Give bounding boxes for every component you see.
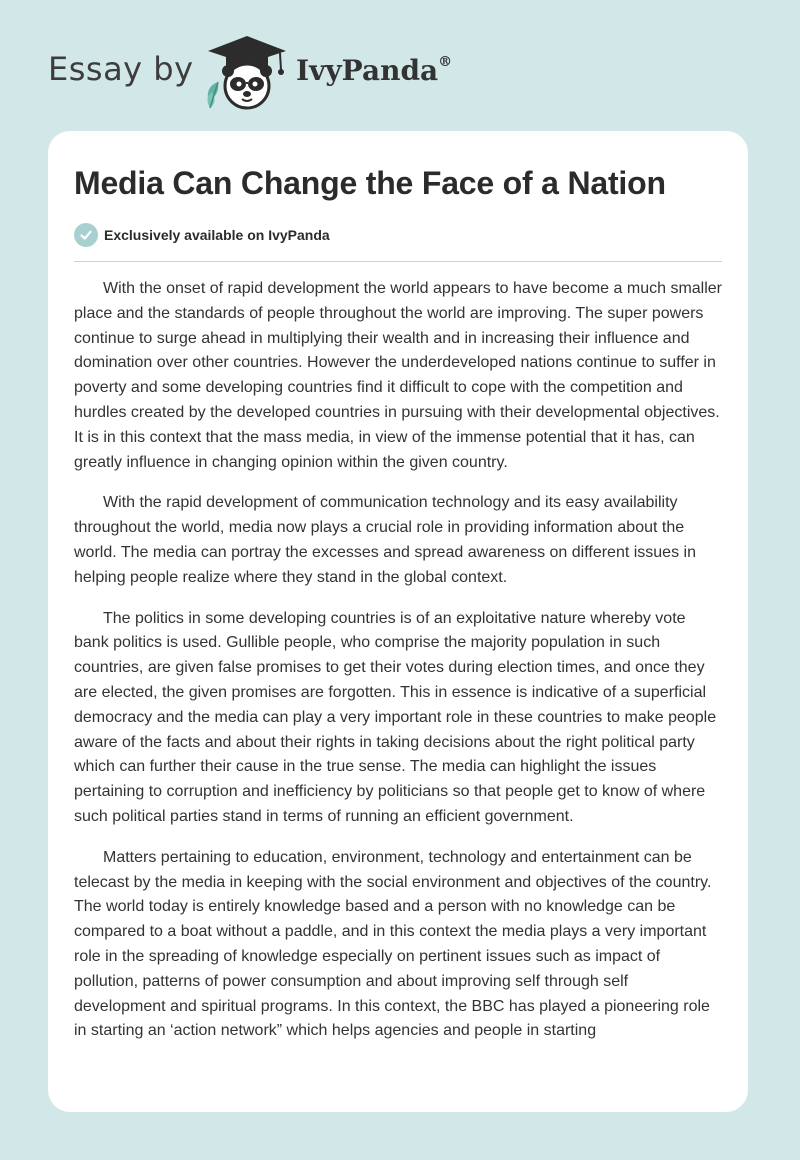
divider — [74, 261, 722, 262]
paragraph: The politics in some developing countries is of an exploitative nature whereby vote bank politics is used. Gullible people, who comprise the majority population in such countries, are given false promises to get their votes during election times, and once they are elected, the given promises are forgotten. This in essence is indicative of a superficial democracy and the media can play a very important role in these countries to make people aware of the facts and about their rights in taking decisions about the right political party which can further their cause in the true sense. The media can highlight the issues pertaining to corruption and inefficiency by politicians so that people get to know of where such political parties stand in terms of running an efficient government. — [74, 609, 717, 825]
brand-name[interactable] — [296, 54, 452, 87]
registered-mark: ® — [438, 53, 453, 70]
page-title: Media Can Change the Face of a Nation — [74, 165, 666, 201]
check-circle-icon — [74, 223, 98, 247]
essay-by-label: Essay by — [48, 50, 194, 88]
paragraph: With the rapid development of communication technology and its easy availability throughout the world, media now plays a crucial role in providing information about the world. The media can portray the excesses and spread awareness on different issues in helping people realize where they stand in the global context. — [74, 494, 696, 586]
panda-logo-icon[interactable] — [202, 34, 292, 110]
brand-text: IvyPanda — [296, 54, 439, 87]
site-header — [0, 0, 800, 130]
paragraph: Matters pertaining to education, environment, technology and entertainment can be telecast by the media in keeping with the social environment and objectives of the country. The world today is entirely knowledge based and a person with no knowledge can be compared to a boat without a paddle, and in this context the media plays a very important role in the spreading of knowledge especially on pertinent issues such as impact of pollution, patterns of power consumption and about improving self through self development and spiritual programs. In this context, the BBC has played a pioneering role in starting an ‘action network” which helps agencies and people in starting — [74, 848, 712, 1040]
paragraph: With the onset of rapid development the world appears to have become a much smaller place and the standards of people throughout the world are improving. The super powers continue to surge ahead in multiplying their wealth and in increasing their influence and domination over other countries. However the underdeveloped nations continue to suffer in poverty and some developing countries find it difficult to cope with the competition and hurdles created by the developed countries in pursuing with their developmental objectives. It is in this context that the mass media, in view of the immense potential that it has, can greatly influence in changing opinion within the given country. — [74, 280, 722, 471]
exclusive-badge — [74, 223, 330, 247]
essay-card — [48, 131, 748, 1112]
exclusive-label: Exclusively available on IvyPanda — [104, 227, 330, 243]
essay-body — [74, 277, 724, 1060]
